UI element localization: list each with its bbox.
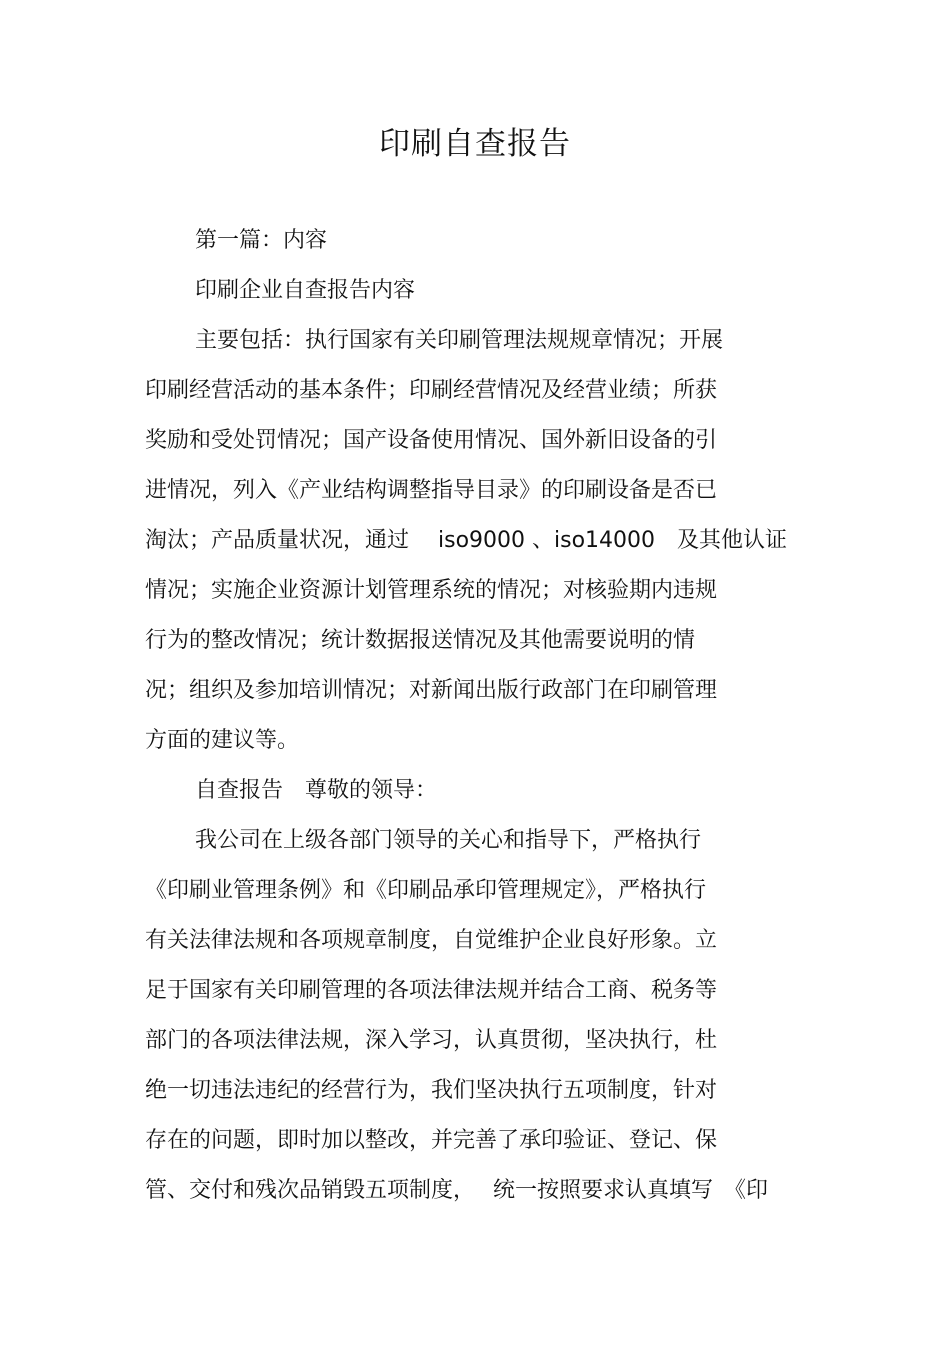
paragraph-line: 情况；实施企业资源计划管理系统的情况；对核验期内违规	[145, 578, 718, 603]
paragraph-line: 奖励和受处罚情况；国产设备使用情况、国外新旧设备的引	[145, 428, 718, 453]
paragraph-line: 管、交付和残次品销毁五项制度， 统一按照要求认真填写 《印	[145, 1178, 768, 1203]
paragraph-line: 行为的整改情况；统计数据报送情况及其他需要说明的情	[145, 628, 696, 653]
paragraph-line: 方面的建议等。	[145, 728, 300, 753]
subheading: 印刷企业自查报告内容	[195, 278, 416, 303]
paragraph-line: 印刷经营活动的基本条件；印刷经营情况及经营业绩；所获	[145, 378, 718, 403]
paragraph-line: 进情况，列入《产业结构调整指导目录》的印刷设备是否已	[145, 478, 718, 503]
paragraph-line: 有关法律法规和各项规章制度，自觉维护企业良好形象。立	[145, 928, 718, 953]
paragraph-line: 绝一切违法违纪的经营行为，我们坚决执行五项制度，针对	[145, 1078, 718, 1103]
document-title: 印刷自查报告	[379, 126, 571, 162]
paragraph-line: 部门的各项法律法规，深入学习，认真贯彻，坚决执行，杜	[145, 1028, 718, 1053]
report-salutation: 自查报告 尊敬的领导：	[195, 778, 438, 803]
paragraph-line: 淘汰；产品质量状况，通过 iso9000 、iso14000 及其他认证	[145, 528, 788, 553]
paragraph-line: 存在的问题，即时加以整改，并完善了承印验证、登记、保	[145, 1128, 718, 1153]
paragraph-line: 况；组织及参加培训情况；对新闻出版行政部门在印刷管理	[145, 678, 718, 703]
paragraph-line: 《印刷业管理条例》和《印刷品承印管理规定》，严格执行	[145, 878, 707, 903]
paragraph-line: 我公司在上级各部门领导的关心和指导下，严格执行	[195, 828, 702, 853]
section-heading: 第一篇：内容	[195, 228, 328, 253]
paragraph-line: 足于国家有关印刷管理的各项法律法规并结合工商、税务等	[145, 978, 718, 1003]
paragraph-line: 主要包括：执行国家有关印刷管理法规规章情况；开展	[195, 328, 724, 353]
